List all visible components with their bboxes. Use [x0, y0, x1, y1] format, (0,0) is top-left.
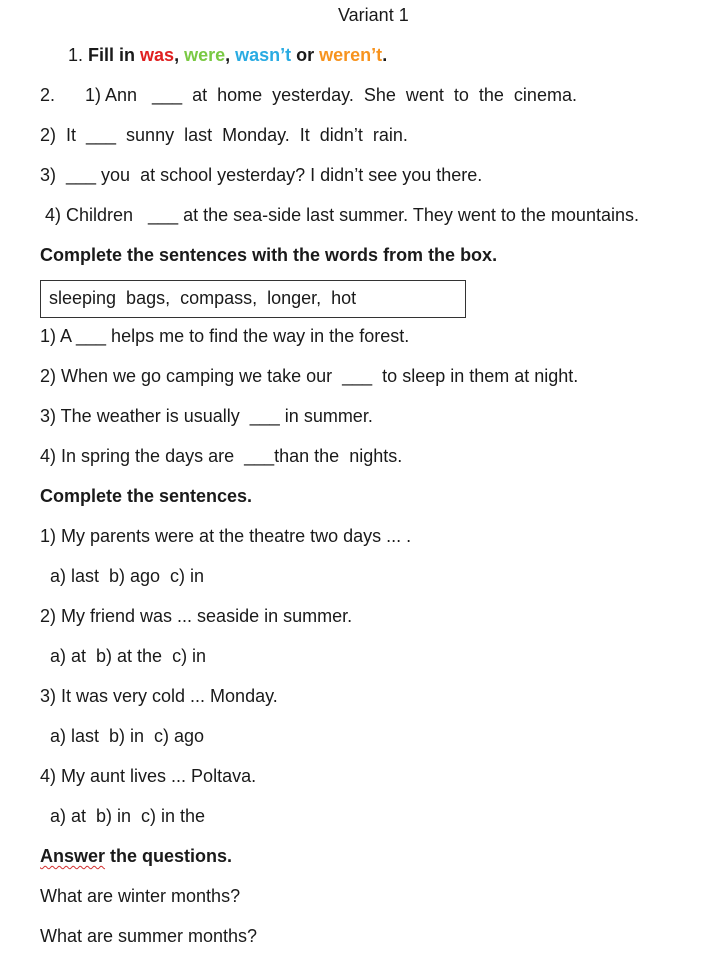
- exercise-item: 2) It ___ sunny last Monday. It didn’t rain.: [40, 125, 408, 145]
- word-was: was: [140, 45, 175, 65]
- exercise-item: 3) ___ you at school yesterday? I didn’t see you there.: [40, 165, 483, 185]
- question-text: 1) My parents were at the theatre two days ... .: [40, 526, 412, 546]
- exercise-item: 2) When we go camping we take our ___ to sleep in them at night.: [40, 366, 579, 386]
- word-wasnt: wasn’t: [235, 45, 292, 65]
- answer-options: a) at b) at the c) in: [40, 646, 207, 666]
- instruction-end: .: [382, 45, 388, 65]
- exercise-item: 2. 1) Ann ___ at home yesterday. She went to the cinema.: [40, 85, 577, 105]
- instruction-intro: Fill in: [88, 45, 141, 65]
- section-heading: [40, 845, 232, 867]
- section-heading: Complete the sentences with the words from the box.: [40, 245, 498, 265]
- spellcheck-word: Answer: [40, 846, 106, 866]
- answer-options: a) at b) in c) in the: [40, 806, 206, 826]
- section-heading: Complete the sentences.: [40, 486, 253, 506]
- word-box-text: sleeping bags, compass, longer, hot: [49, 288, 357, 308]
- answer-options: a) last b) in c) ago: [40, 726, 205, 746]
- word-box: [40, 280, 466, 318]
- exercise-item: 1) A ___ helps me to find the way in the forest.: [40, 326, 410, 346]
- separator: ,: [225, 45, 236, 65]
- separator: ,: [174, 45, 185, 65]
- question-text: 2) My friend was ... seaside in summer.: [40, 606, 353, 626]
- section-1-number: 1.: [68, 45, 84, 65]
- question-text: 4) My aunt lives ... Poltava.: [40, 766, 257, 786]
- answer-options: a) last b) ago c) in: [40, 566, 205, 586]
- heading-rest: the questions.: [105, 846, 233, 866]
- question-text: 3) It was very cold ... Monday.: [40, 686, 278, 706]
- separator: or: [291, 45, 320, 65]
- question-text: What are summer months?: [40, 926, 258, 946]
- question-text: What are winter months?: [40, 886, 241, 906]
- exercise-item: 4) Children ___ at the sea-side last summer. They went to the mountains.: [40, 205, 639, 225]
- word-werent: weren’t: [319, 45, 383, 65]
- exercise-item: 4) In spring the days are ___than the nights.: [40, 446, 403, 466]
- word-were: were: [184, 45, 226, 65]
- exercise-item: 3) The weather is usually ___ in summer.: [40, 406, 373, 426]
- section-1-instruction: [68, 44, 387, 66]
- page-title: Variant 1: [338, 5, 409, 25]
